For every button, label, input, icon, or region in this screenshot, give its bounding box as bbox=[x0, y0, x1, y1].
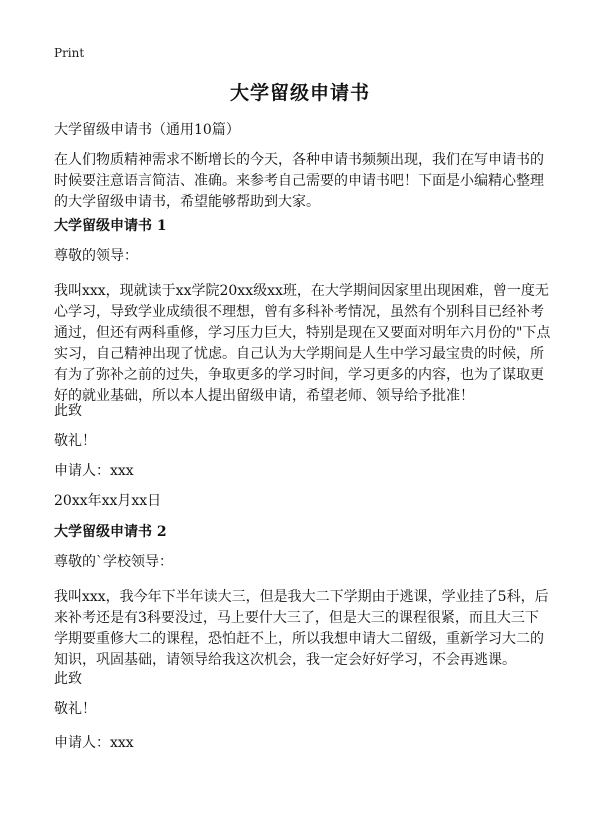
closing-2b: 敬礼！ bbox=[54, 701, 96, 717]
closing-2a: 此致 bbox=[54, 671, 82, 687]
closing-1b: 敬礼！ bbox=[54, 433, 96, 449]
applicant-1: 申请人：xxx bbox=[54, 463, 134, 479]
salutation-1: 尊敬的领导： bbox=[54, 248, 138, 264]
salutation-2: 尊敬的`学校领导： bbox=[54, 554, 173, 570]
intro-paragraph: 在人们物质精神需求不断增长的今天，各种申请书频频出现，我们在写申请书的时候要注意语言简洁、准确。来参考自己需要的申请书吧！下面是小编精心整理的大学留级申请书，希望能够帮助到大家。 bbox=[54, 152, 544, 210]
section-heading-1: 大学留级申请书 1 bbox=[54, 218, 167, 234]
closing-1a: 此致 bbox=[54, 403, 82, 419]
section-heading-2: 大学留级申请书 2 bbox=[54, 524, 167, 540]
applicant-2: 申请人：xxx bbox=[54, 735, 134, 751]
date-1: 20xx年xx月xx日 bbox=[54, 493, 162, 509]
letter-body-1: 我叫xxx，现就读于xx学院20xx级xx班，在大学期间因家里出现困难，曾一度无心学习，导致学业成绩很不理想，曾有多科补考情况，虽然有个别科目已经补考通过，但还有两科重修，学习压力巨大，特别是现在又要面对明年六月份的"下点实习，自己精神出现了忧虑。自己认为大学期间是人生中学习最宝贵的时候，所有为了弥补之前的过失，争取更多的学习时间，学习更多的内容，也为了谋取更好的就业基础，所以本人提出留级申请，希望老师、领导给予批准！ bbox=[54, 283, 551, 404]
page-title: 大学留级申请书 bbox=[229, 82, 370, 104]
print-label[interactable]: Print bbox=[54, 46, 85, 60]
letter-body-2: 我叫xxx，我今年下半年读大三，但是我大二下学期由于逃课，学业挂了5科，后来补考还是有3科要没过，马上要什大三了，但是大三的课程很紧，而且大三下学期要重修大二的课程，恐怕赶不上，所以我想申请大二留级，重新学习大二的知识，巩固基础，请领导给我这次机会，我一定会好好学习，不会再逃课。 bbox=[54, 589, 549, 668]
intro-subtitle: 大学留级申请书（通用10篇） bbox=[54, 122, 240, 138]
